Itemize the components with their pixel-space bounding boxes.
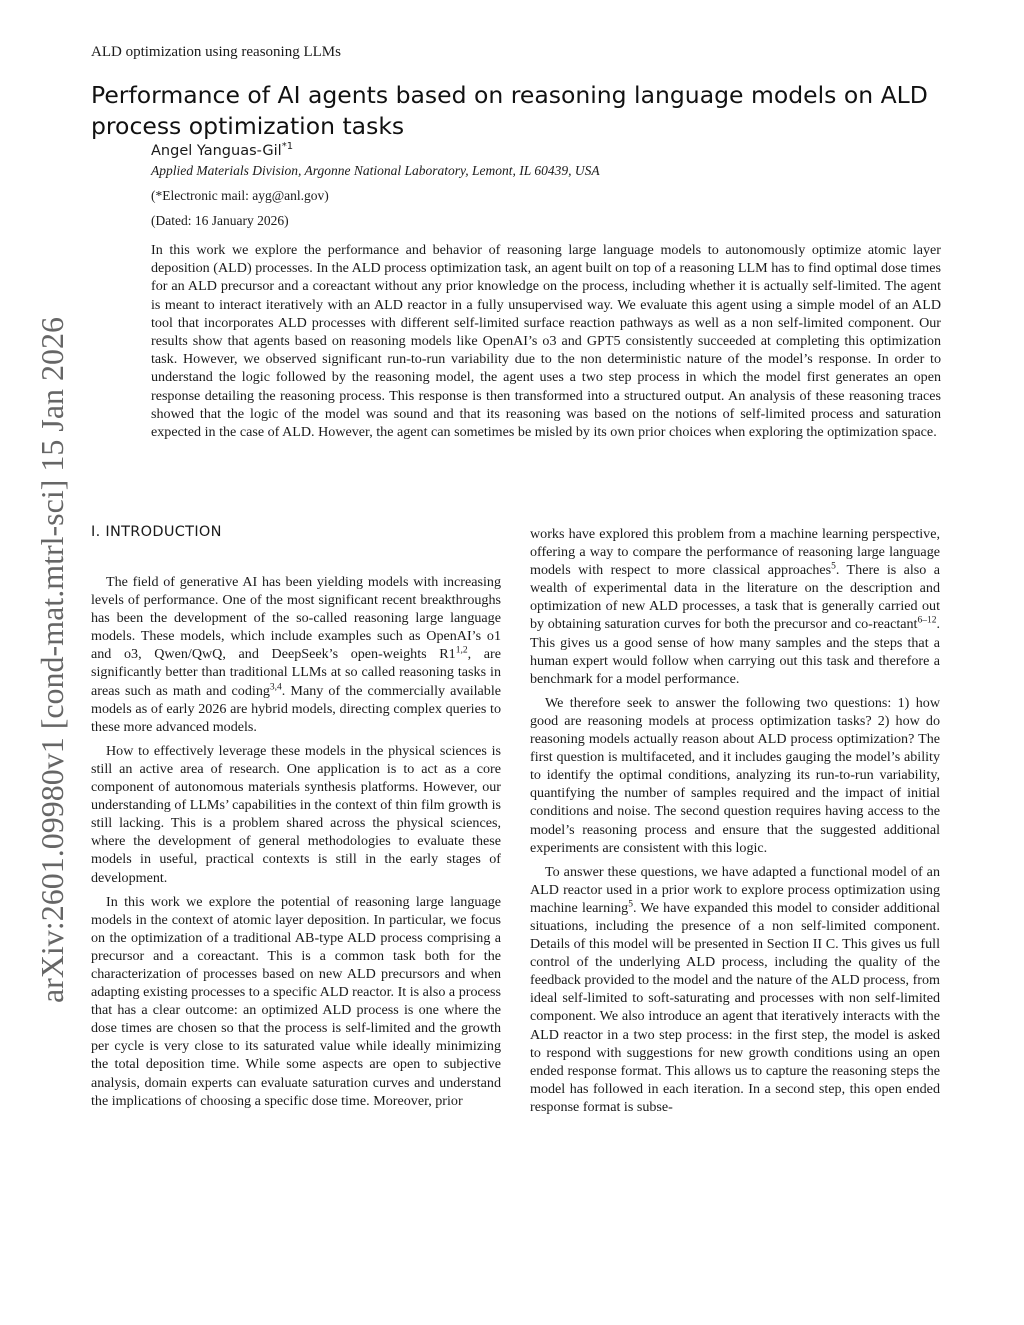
citation: 3,4 [269,681,282,692]
date-line: (Dated: 16 January 2026) [151,213,289,228]
section-heading-introduction: I. INTRODUCTION [91,524,222,540]
text-run: . There is also a wealth of experimental data in the literature on the description and optimization of new ALD processes, a task that is generally carried out by obtaining saturation curves for both the precursor and co-reactant [530,562,940,633]
intro-paragraph: In this work we explore the potential of reasoning large language models in the context of atomic layer deposition. In particular, we focus on the optimization of a traditional AB-type ALD process comprising a precursor and a coreactant. This is a common task both for the characterization of processes based on new ALD precursors and when adapting existing processes to a specific ALD reactor. It is also a process that has a clear outcome: an optimized ALD process is one where the dose times are chosen so that the process is self-limited and the growth per cycle is very close to its saturated value while ideally minimizing the total deposition time. While some aspects are open to subjective analysis, domain experts can evaluate saturation curves and understand the implications of choosing a specific dose time. Moreover, prior [91,893,501,1109]
citation: 1,2 [455,645,468,656]
citation: 5 [831,561,836,572]
intro-paragraph: We therefore seek to answer the following two questions: 1) how good are reasoning models at process optimization tasks? 2) how do reasoning models actually reason about ALD process optimization? The first question is multifaceted, and it includes gauging the model’s ability to identify the optimal conditions, analyzing its run-to-run variability, quantifying the number of samples required and the impact of initial conditions and noise. The second question requires having access to the model’s reasoning process and ensure that the suggested additional experiments are consistent with this logic. [530,694,940,856]
right-column [530,525,940,1122]
paper-title: Performance of AI agents based on reasoning language models on ALD process optimization tasks [91,81,928,140]
intro-paragraph [530,525,940,688]
text-run: , are significantly better than traditional LLMs at so called reasoning tasks in areas such as math and coding [91,646,501,699]
running-header: ALD optimization using reasoning LLMs [91,44,341,60]
intro-paragraph: How to effectively leverage these models in the physical sciences is still an active area of research. One application is to act as a core component of autonomous materials synthesis platforms. However, our understanding of LLMs’ capabilities in the context of thin film growth is still lacking. This is a problem shared across the physical sciences, where the development of general methodologies to evaluate these models in useful, practical contexts is still in the early stages of development. [91,742,501,886]
email: (*Electronic mail: ayg@anl.gov) [151,188,329,203]
text-run: To answer these questions, we have adapted a functional model of an ALD reactor used in a prior work to explore process optimization using machine learning [530,863,940,916]
author-name: Angel Yanguas-Gil [151,142,282,159]
text-run: . Many of the commercially available models as of early 2026 are hybrid models, directing complex queries to these more advanced models. [91,682,502,735]
intro-paragraph [530,863,940,1116]
author-line [151,141,293,159]
left-column [91,573,501,1116]
text-run: works have explored this problem from a machine learning perspective, offering a way to compare the performance of reasoning large language models with respect to more classical approaches [530,526,940,579]
text-run: The field of generative AI has been yielding models with increasing levels of performance. One of the most significant recent breakthroughs has been the development of the so-called reasoning large language models. These models, which include examples such as OpenAI’s o1 and o3, Qwen/QwQ, and DeepSeek’s open-weights R1 [91,574,501,663]
text-run: . This gives us a good sense of how many samples and the steps that a human expert would follow when carrying out this task and therefore a benchmark for a model performance. [530,616,940,687]
citation: 6–12 [917,615,937,626]
author-mark: *1 [281,141,294,152]
citation: 5 [628,899,633,910]
arxiv-identifier-stamp: arXiv:2601.09980v1 [cond-mat.mtrl-sci] 15 Jan 2026 [34,316,70,1004]
intro-paragraph [91,573,501,736]
affiliation: Applied Materials Division, Argonne National Laboratory, Lemont, IL 60439, USA [151,163,600,178]
text-run: . We have expanded this model to consider additional situations, including the presence of a non self-limited component. Details of this model will be presented in Section II C. This gives us full control of the underlying ALD process, including the quality of the feedback provided to the model and the nature of the ALD process, from ideal self-limited to soft-saturating and processes with non self-limited component. We also introduce an agent that iteratively interacts with the ALD reactor in a two step process: in the first step, the model is asked to respond with suggestions for new growth conditions using an open ended response format. This allows us to capture the reasoning steps the model has followed in each iteration. In a second step, this open ended response format is subse- [530,899,940,1115]
abstract: In this work we explore the performance and behavior of reasoning large language models to autonomously optimize atomic layer deposition (ALD) processes. In the ALD process optimization task, an agent built on top of a reasoning LLM has to find optimal dose times for an ALD precursor and a coreactant without any prior knowledge on the process, including whether it is actually self-limited. The agent is meant to interact iteratively with an ALD reactor in a fully unsupervised way. We evaluate this agent using a simple model of an ALD tool that incorporates ALD processes with different self-limited surface reaction pathways as well as a non self-limited component. Our results show that agents based on reasoning models like OpenAI’s o3 and GPT5 consistently succeeded at completing this optimization task. However, we observed significant run-to-run variability due to the non deterministic nature of the model’s response. In order to understand the logic followed by the reasoning model, the agent uses a two step process in which the model first generates an open response detailing the reasoning process. This response is then transformed into a structured output. An analysis of these reasoning traces showed that the logic of the model was sound and that its reasoning was based on the notions of self-limited process and saturation expected in the case of ALD. However, the agent can sometimes be misled by its own prior choices when exploring the optimization space. [151,242,941,441]
